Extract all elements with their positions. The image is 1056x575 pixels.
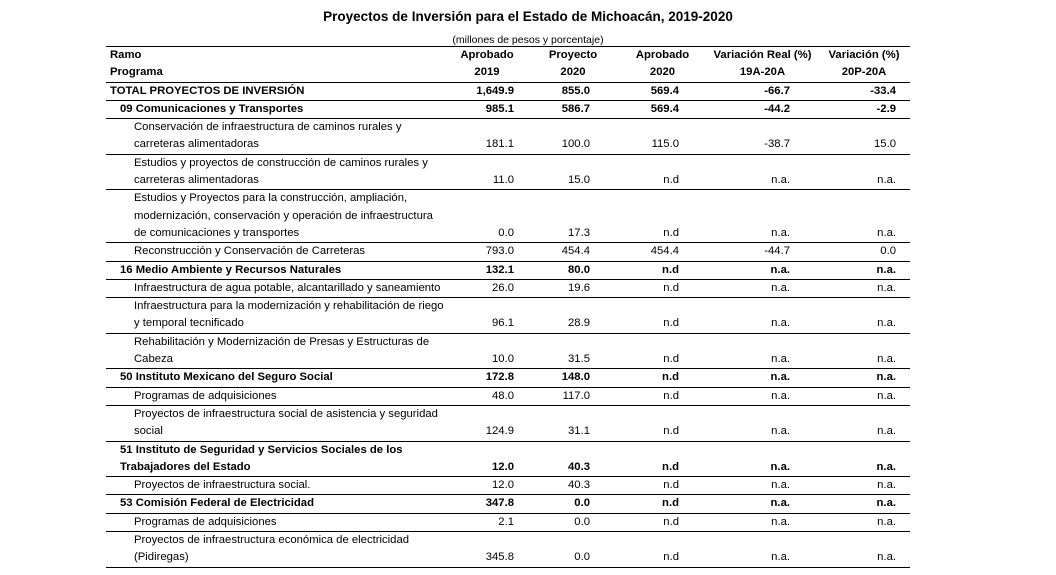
row-label: TOTAL PROYECTOS DE INVERSIÓN xyxy=(106,82,446,100)
ramo-row xyxy=(106,495,910,513)
row-label: 09 Comunicaciones y Transportes xyxy=(106,100,446,118)
cell-proyecto-2020: 0.0 xyxy=(528,532,618,568)
programa-row xyxy=(106,405,910,441)
row-label: Proyectos de infraestructura social. xyxy=(106,477,446,495)
cell-variacion-real: n.a. xyxy=(707,154,818,190)
cell-aprobado-2020: n.d xyxy=(618,333,707,369)
cell-aprobado-2019: 10.0 xyxy=(446,333,528,369)
row-label: 50 Instituto Mexicano del Seguro Social xyxy=(106,369,446,387)
header-variacion-real: Variación Real (%) xyxy=(707,47,818,65)
row-label: 51 Instituto de Seguridad y Servicios Sociales de los Trabajadores del Estado xyxy=(106,441,446,477)
cell-variacion-real: n.a. xyxy=(707,369,818,387)
cell-proyecto-2020: 31.1 xyxy=(528,405,618,441)
cell-aprobado-2019: 345.8 xyxy=(446,532,528,568)
cell-aprobado-2020: n.d xyxy=(618,190,707,243)
cell-aprobado-2019: 48.0 xyxy=(446,387,528,405)
cell-proyecto-2020: 15.0 xyxy=(528,154,618,190)
cell-variacion: n.a. xyxy=(818,387,910,405)
ramo-row xyxy=(106,261,910,279)
cell-aprobado-2019: 26.0 xyxy=(446,279,528,297)
header-range-19a-20a: 19A-20A xyxy=(707,64,818,82)
table-title: Proyectos de Inversión para el Estado de Michoacán, 2019-2020 xyxy=(323,9,733,24)
cell-variacion-real: -44.2 xyxy=(707,100,818,118)
total-row xyxy=(106,82,910,100)
cell-variacion-real: n.a. xyxy=(707,477,818,495)
cell-aprobado-2019: 12.0 xyxy=(446,477,528,495)
row-label: 53 Comisión Federal de Electricidad xyxy=(106,495,446,513)
cell-variacion: n.a. xyxy=(818,279,910,297)
row-label: Conservación de infraestructura de caminos rurales y carreteras alimentadoras xyxy=(106,119,446,155)
table-header xyxy=(106,47,910,83)
programa-row xyxy=(106,333,910,369)
cell-aprobado-2020: n.d xyxy=(618,405,707,441)
cell-aprobado-2020: n.d xyxy=(618,261,707,279)
cell-variacion: n.a. xyxy=(818,495,910,513)
cell-proyecto-2020: 855.0 xyxy=(528,82,618,100)
cell-variacion-real: -44.7 xyxy=(707,243,818,261)
header-proyecto-2020: Proyecto xyxy=(528,47,618,65)
programa-row xyxy=(106,190,910,243)
cell-variacion: n.a. xyxy=(818,477,910,495)
cell-aprobado-2020: 569.4 xyxy=(618,100,707,118)
cell-proyecto-2020: 148.0 xyxy=(528,369,618,387)
programa-row xyxy=(106,387,910,405)
cell-aprobado-2020: 569.4 xyxy=(618,82,707,100)
cell-variacion: n.a. xyxy=(818,333,910,369)
investment-table xyxy=(106,46,910,568)
programa-row xyxy=(106,513,910,531)
row-label: Estudios y Proyectos para la construcción, ampliación, modernización, conservación y operación de infraestructura de comunicaciones y transportes xyxy=(106,190,446,243)
cell-variacion-real: n.a. xyxy=(707,333,818,369)
cell-variacion: 0.0 xyxy=(818,243,910,261)
row-label: Infraestructura de agua potable, alcantarillado y saneamiento xyxy=(106,279,446,297)
cell-variacion-real: -38.7 xyxy=(707,119,818,155)
cell-aprobado-2019: 793.0 xyxy=(446,243,528,261)
cell-aprobado-2020: n.d xyxy=(618,154,707,190)
cell-aprobado-2020: n.d xyxy=(618,369,707,387)
cell-proyecto-2020: 100.0 xyxy=(528,119,618,155)
cell-proyecto-2020: 17.3 xyxy=(528,190,618,243)
cell-variacion: n.a. xyxy=(818,405,910,441)
table-subtitle: (millones de pesos y porcentaje) xyxy=(452,34,604,46)
cell-aprobado-2020: n.d xyxy=(618,279,707,297)
cell-proyecto-2020: 0.0 xyxy=(528,513,618,531)
cell-aprobado-2019: 132.1 xyxy=(446,261,528,279)
cell-variacion-real: n.a. xyxy=(707,405,818,441)
header-aprobado-2019: Aprobado xyxy=(446,47,528,65)
cell-proyecto-2020: 454.4 xyxy=(528,243,618,261)
row-label: Programas de adquisiciones xyxy=(106,387,446,405)
header-programa: Programa xyxy=(106,64,446,82)
cell-aprobado-2019: 124.9 xyxy=(446,405,528,441)
cell-proyecto-2020: 31.5 xyxy=(528,333,618,369)
cell-variacion: 15.0 xyxy=(818,119,910,155)
cell-aprobado-2019: 12.0 xyxy=(446,441,528,477)
cell-aprobado-2019: 2.1 xyxy=(446,513,528,531)
cell-aprobado-2019: 347.8 xyxy=(446,495,528,513)
cell-aprobado-2020: n.d xyxy=(618,513,707,531)
cell-aprobado-2020: 115.0 xyxy=(618,119,707,155)
header-range-20p-20a: 20P-20A xyxy=(818,64,910,82)
cell-aprobado-2020: n.d xyxy=(618,477,707,495)
cell-aprobado-2020: n.d xyxy=(618,495,707,513)
cell-aprobado-2020: 454.4 xyxy=(618,243,707,261)
programa-row xyxy=(106,119,910,155)
cell-proyecto-2020: 40.3 xyxy=(528,441,618,477)
cell-aprobado-2020: n.d xyxy=(618,298,707,334)
cell-variacion-real: -66.7 xyxy=(707,82,818,100)
ramo-row xyxy=(106,100,910,118)
row-label: Rehabilitación y Modernización de Presas y Estructuras de Cabeza xyxy=(106,333,446,369)
cell-variacion-real: n.a. xyxy=(707,532,818,568)
table-body xyxy=(106,82,910,567)
header-aprobado-2020: Aprobado xyxy=(618,47,707,65)
cell-variacion: -2.9 xyxy=(818,100,910,118)
row-label: Reconstrucción y Conservación de Carreteras xyxy=(106,243,446,261)
cell-variacion: n.a. xyxy=(818,513,910,531)
row-label: Estudios y proyectos de construcción de caminos rurales y carreteras alimentadoras xyxy=(106,154,446,190)
header-variacion: Variación (%) xyxy=(818,47,910,65)
cell-variacion-real: n.a. xyxy=(707,279,818,297)
cell-aprobado-2019: 181.1 xyxy=(446,119,528,155)
cell-variacion: -33.4 xyxy=(818,82,910,100)
cell-variacion: n.a. xyxy=(818,298,910,334)
header-ramo: Ramo xyxy=(106,47,446,65)
programa-row xyxy=(106,477,910,495)
cell-proyecto-2020: 117.0 xyxy=(528,387,618,405)
row-label: Infraestructura para la modernización y rehabilitación de riego y temporal tecnificado xyxy=(106,298,446,334)
cell-variacion-real: n.a. xyxy=(707,190,818,243)
cell-aprobado-2019: 172.8 xyxy=(446,369,528,387)
cell-aprobado-2019: 96.1 xyxy=(446,298,528,334)
row-label: Proyectos de infraestructura social de asistencia y seguridad social xyxy=(106,405,446,441)
cell-proyecto-2020: 28.9 xyxy=(528,298,618,334)
cell-variacion: n.a. xyxy=(818,441,910,477)
programa-row xyxy=(106,298,910,334)
cell-variacion: n.a. xyxy=(818,532,910,568)
cell-proyecto-2020: 80.0 xyxy=(528,261,618,279)
cell-aprobado-2020: n.d xyxy=(618,387,707,405)
cell-variacion: n.a. xyxy=(818,369,910,387)
cell-variacion-real: n.a. xyxy=(707,261,818,279)
cell-proyecto-2020: 0.0 xyxy=(528,495,618,513)
cell-variacion: n.a. xyxy=(818,190,910,243)
cell-variacion-real: n.a. xyxy=(707,298,818,334)
ramo-row xyxy=(106,441,910,477)
cell-variacion-real: n.a. xyxy=(707,513,818,531)
cell-variacion: n.a. xyxy=(818,261,910,279)
cell-aprobado-2019: 985.1 xyxy=(446,100,528,118)
header-year-2020-aprobado: 2020 xyxy=(618,64,707,82)
programa-row xyxy=(106,532,910,568)
row-label: Proyectos de infraestructura económica de electricidad (Pidiregas) xyxy=(106,532,446,568)
row-label: Programas de adquisiciones xyxy=(106,513,446,531)
cell-proyecto-2020: 586.7 xyxy=(528,100,618,118)
cell-aprobado-2020: n.d xyxy=(618,441,707,477)
programa-row xyxy=(106,243,910,261)
cell-proyecto-2020: 19.6 xyxy=(528,279,618,297)
cell-variacion-real: n.a. xyxy=(707,387,818,405)
cell-proyecto-2020: 40.3 xyxy=(528,477,618,495)
cell-variacion: n.a. xyxy=(818,154,910,190)
ramo-row xyxy=(106,369,910,387)
row-label: 16 Medio Ambiente y Recursos Naturales xyxy=(106,261,446,279)
cell-variacion-real: n.a. xyxy=(707,495,818,513)
programa-row xyxy=(106,154,910,190)
header-year-2019: 2019 xyxy=(446,64,528,82)
cell-variacion-real: n.a. xyxy=(707,441,818,477)
header-year-2020-proyecto: 2020 xyxy=(528,64,618,82)
programa-row xyxy=(106,279,910,297)
cell-aprobado-2019: 11.0 xyxy=(446,154,528,190)
cell-aprobado-2019: 1,649.9 xyxy=(446,82,528,100)
cell-aprobado-2020: n.d xyxy=(618,532,707,568)
cell-aprobado-2019: 0.0 xyxy=(446,190,528,243)
